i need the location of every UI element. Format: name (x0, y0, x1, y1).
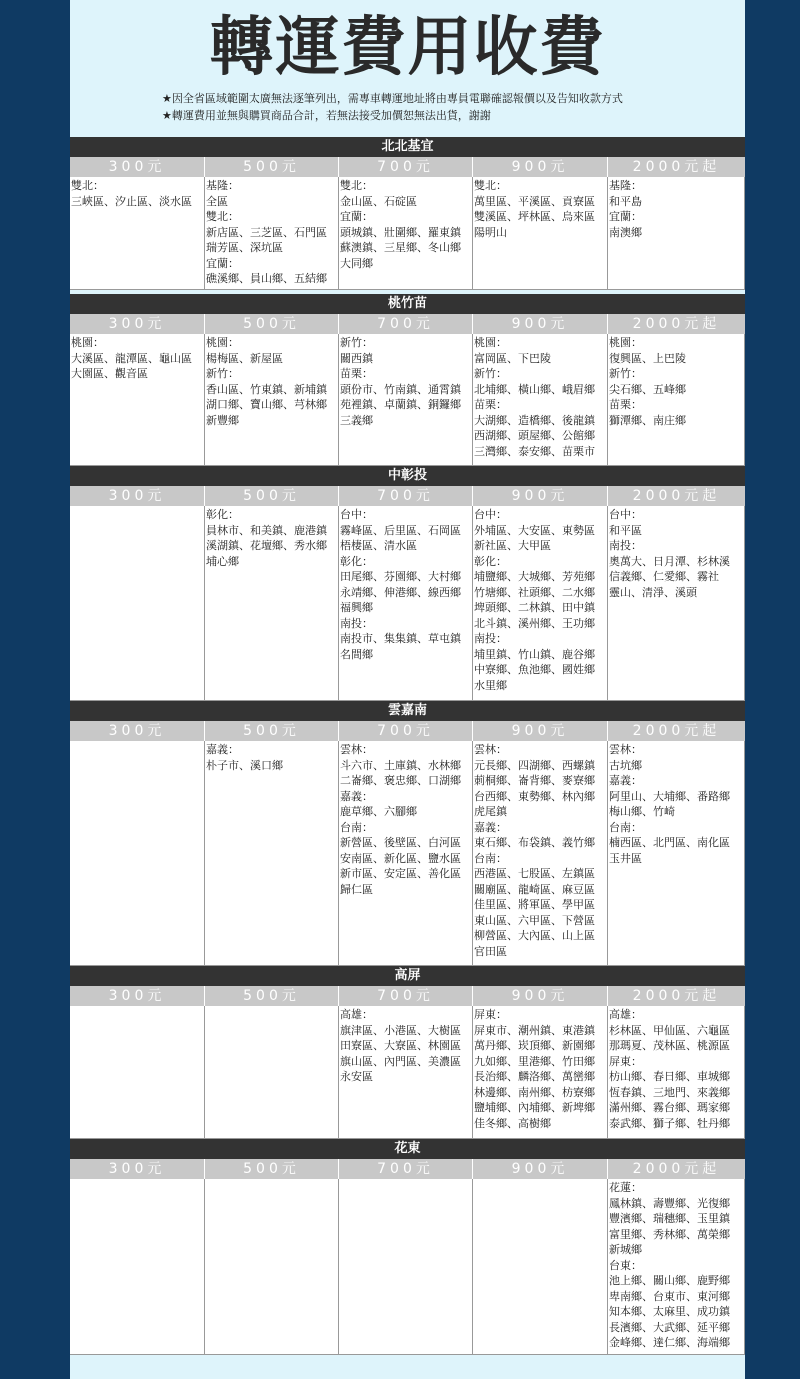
price-tier: 300元 (70, 157, 205, 177)
area-line: 高雄： (609, 1008, 642, 1021)
area-line: 旗津區、小港區、大樹區 (340, 1023, 461, 1037)
area-cell (608, 1179, 745, 1355)
area-line: 雙溪區、坪林區、烏來區 (474, 210, 595, 223)
price-header-row (70, 157, 745, 177)
area-line: 尖石鄉、五峰鄉 (609, 382, 686, 396)
area-line: 鹽埔鄉、內埔鄉、新埤鄉 (474, 1101, 595, 1114)
region-title: 中彰投 (70, 466, 745, 486)
area-line: 桃園： (609, 336, 642, 349)
area-line: 東石鄉、布袋鎮、義竹鄉 (474, 836, 595, 849)
area-line: 靈山、清淨、溪頭 (609, 585, 697, 599)
area-line: 朴子市、溪口鄉 (206, 758, 283, 772)
area-line: 嘉義： (474, 820, 507, 834)
price-tier: 700元 (339, 1159, 473, 1179)
price-tier: 300元 (70, 486, 205, 506)
area-line: 陽明山 (474, 225, 507, 239)
area-line: 彰化： (340, 554, 373, 568)
price-tier: 500元 (205, 986, 339, 1006)
region-title: 高屏 (70, 966, 745, 986)
area-cell (339, 1006, 473, 1139)
area-line: 台中： (340, 508, 373, 521)
area-line: 宜蘭： (609, 210, 642, 223)
area-line: 新店區、三芝區、石門區 (206, 225, 327, 239)
area-line: 香山區、竹東鎮、新埔鎮 (206, 382, 327, 396)
area-line: 南澳鄉 (609, 225, 642, 239)
area-line: 屏東： (609, 1054, 642, 1068)
price-tier: 900元 (473, 157, 608, 177)
area-line: 和平區 (609, 523, 642, 537)
area-line: 佳冬鄉、高樹鄉 (474, 1116, 551, 1130)
area-line: 三灣鄉、泰安鄉、苗栗市 (474, 444, 595, 458)
area-cell (339, 334, 473, 466)
region-section (70, 701, 745, 966)
area-line: 南投： (340, 616, 373, 630)
area-line: 枋山鄉、春日鄉、車城鄉 (609, 1070, 730, 1083)
price-tier: 2000元起 (632, 159, 721, 175)
area-line: 官田區 (474, 944, 507, 958)
area-line: 雙北： (474, 179, 507, 192)
area-line: 台東： (609, 1258, 642, 1272)
area-cell (473, 741, 608, 966)
area-cell (205, 334, 339, 466)
area-line: 獅潭鄉、南庄鄉 (609, 413, 686, 427)
area-line: 鹿草鄉、六腳鄉 (340, 805, 417, 818)
price-tier: 700元 (339, 314, 473, 334)
area-line: 湖口鄉、寶山鄉、芎林鄉 (206, 398, 327, 411)
price-header-row (70, 986, 745, 1006)
area-line: 萬里區、平溪區、貢寮區 (474, 194, 595, 208)
area-line: 台南： (474, 851, 507, 865)
area-line: 南投： (474, 632, 507, 645)
area-cell (608, 506, 745, 701)
area-line: 雲林： (340, 743, 373, 756)
area-line: 杉林區、甲仙區、六龜區 (609, 1023, 730, 1037)
area-cell (205, 1006, 339, 1139)
area-line: 外埔區、大安區、東勢區 (474, 523, 595, 537)
area-line: 台南： (340, 820, 373, 834)
area-line: 名間鄉 (340, 647, 373, 661)
area-line: 楠西區、北門區、南化區 (609, 836, 730, 849)
area-cell (473, 177, 608, 290)
area-line: 新營區、後壁區、白河區 (340, 836, 461, 849)
price-tier: 2000元起 (632, 723, 721, 739)
area-line: 雙北： (71, 179, 104, 192)
area-line: 金山區、石碇區 (340, 194, 417, 208)
area-line: 富里鄉、秀林鄉、萬榮鄉 (609, 1227, 730, 1241)
area-line: 元長鄉、四湖鄉、西螺鎮 (474, 758, 595, 772)
area-line: 彰化： (206, 508, 239, 521)
area-line: 東山區、六甲區、下營區 (474, 913, 595, 927)
area-line: 新市區、安定區、善化區 (340, 867, 461, 880)
area-line: 復興區、上巴陵 (609, 351, 686, 365)
price-tier: 500元 (205, 721, 339, 741)
price-header-row (70, 1159, 745, 1179)
area-line: 大湖鄉、造橋鄉、後龍鎮 (474, 413, 595, 427)
area-line: 桃園： (206, 336, 239, 349)
area-line: 宜蘭： (206, 256, 239, 270)
area-line: 西港區、七股區、左鎮區 (474, 867, 595, 880)
area-line: 長濱鄉、大武鄉、延平鄉 (609, 1320, 730, 1334)
area-cell (608, 741, 745, 966)
area-line: 新竹： (474, 367, 507, 380)
area-line: 高雄： (340, 1008, 373, 1021)
area-line: 田尾鄉、芬園鄉、大村鄉 (340, 570, 461, 583)
area-line: 阿里山、大埔鄉、番路鄉 (609, 789, 730, 803)
area-line: 埔鹽鄉、大城鄉、芳苑鄉 (474, 570, 595, 583)
area-line: 卑南鄉、台東市、東河鄉 (609, 1289, 730, 1303)
price-tier: 2000元起 (632, 316, 721, 332)
area-line: 雲林： (609, 743, 642, 756)
area-line: 瑞芳區、深坑區 (206, 241, 283, 254)
price-tier: 900元 (473, 721, 608, 741)
area-line: 歸仁區 (340, 882, 373, 896)
area-line: 斗六市、土庫鎮、水林鄉 (340, 758, 461, 772)
area-cell (339, 177, 473, 290)
price-tier: 700元 (339, 721, 473, 741)
area-line: 台中： (609, 508, 642, 521)
price-tier: 900元 (473, 486, 608, 506)
price-header-row (70, 721, 745, 741)
price-tier: 300元 (70, 314, 205, 334)
area-line: 玉井區 (609, 851, 642, 865)
area-line: 三峽區、汐止區、淡水區 (71, 194, 192, 208)
area-line: 全區 (206, 194, 228, 208)
area-line: 嘉義： (609, 774, 642, 787)
area-line: 水里鄉 (474, 678, 507, 692)
area-cell (70, 506, 205, 701)
area-line: 池上鄉、關山鄉、鹿野鄉 (609, 1274, 730, 1287)
area-line: 霧峰區、后里區、石岡區 (340, 523, 461, 537)
area-line: 豐濱鄉、瑞穗鄉、玉里鎮 (609, 1212, 730, 1225)
area-line: 頭城鎮、壯圍鄉、羅東鎮 (340, 225, 461, 239)
area-line: 新竹： (206, 367, 239, 380)
area-line: 雙北： (206, 210, 239, 223)
area-line: 信義鄉、仁愛鄉、霧社 (609, 570, 719, 583)
area-cell (608, 334, 745, 466)
area-cell (608, 177, 745, 290)
area-line: 員林市、和美鎮、鹿港鎮 (206, 523, 327, 537)
area-row (70, 741, 745, 966)
area-cell (70, 1006, 205, 1139)
area-line: 蘇澳鎮、三星鄉、冬山鄉 (340, 241, 461, 254)
area-line: 北斗鎮、溪州鄉、王功鄉 (474, 616, 595, 630)
area-line: 佳里區、將軍區、學甲區 (474, 898, 595, 911)
area-line: 鳳林鎮、壽豐鄉、光復鄉 (609, 1196, 730, 1210)
area-line: 金峰鄉、達仁鄉、海端鄉 (609, 1336, 730, 1349)
area-cell (70, 741, 205, 966)
area-line: 梧棲區、清水區 (340, 539, 417, 552)
area-line: 基隆： (609, 179, 642, 192)
region-section (70, 1139, 745, 1355)
region-section (70, 137, 745, 290)
area-line: 梅山鄉、竹崎 (609, 805, 675, 818)
note-1: ★因全省區域範圍太廣無法逐筆列出，需專車轉運地址將由專員電聯確認報價以及告知收款方式 (162, 92, 623, 105)
area-line: 富岡區、下巴陵 (474, 351, 551, 365)
area-cell (473, 1006, 608, 1139)
area-line: 屏東： (474, 1008, 507, 1021)
area-line: 嘉義： (206, 743, 239, 756)
area-line: 大同鄉 (340, 256, 373, 270)
area-line: 新社區、大甲區 (474, 539, 551, 552)
area-row (70, 334, 745, 466)
area-line: 基隆： (206, 179, 239, 192)
price-tier: 2000元起 (632, 488, 721, 504)
area-line: 台西鄉、東勢鄉、林內鄉 (474, 789, 595, 803)
area-row (70, 177, 745, 290)
area-line: 永安區 (340, 1070, 373, 1083)
area-line: 關西鎮 (340, 351, 373, 365)
area-row (70, 1006, 745, 1139)
region-title: 北北基宜 (70, 137, 745, 157)
region-section (70, 966, 745, 1139)
area-line: 大園區、觀音區 (71, 367, 148, 380)
area-line: 竹塘鄉、社頭鄉、二水鄉 (474, 585, 595, 599)
price-header-row (70, 486, 745, 506)
price-tier: 900元 (473, 986, 608, 1006)
area-line: 新竹： (609, 367, 642, 380)
area-line: 福興鄉 (340, 601, 373, 614)
price-tier: 500元 (205, 157, 339, 177)
price-tier: 500元 (205, 1159, 339, 1179)
area-line: 關廟區、龍崎區、麻豆區 (474, 882, 595, 896)
price-tier: 900元 (473, 314, 608, 334)
area-cell (608, 1006, 745, 1139)
area-line: 苑裡鎮、卓蘭鎮、銅鑼鄉 (340, 398, 461, 411)
area-line: 新豐鄉 (206, 413, 239, 427)
area-line: 古坑鄉 (609, 758, 642, 772)
area-line: 嘉義： (340, 789, 373, 803)
price-tier: 500元 (205, 314, 339, 334)
area-line: 那瑪夏、茂林區、桃源區 (609, 1039, 730, 1052)
note-2: ★轉運費用並無與購買商品合計，若無法接受加價恕無法出貨，謝謝 (162, 109, 491, 122)
area-line: 屏東市、潮州鎮、東港鎮 (474, 1023, 595, 1037)
area-line: 苗栗： (609, 398, 642, 411)
area-line: 礁溪鄉、員山鄉、五結鄉 (206, 272, 327, 285)
area-line: 莿桐鄉、崙背鄉、麥寮鄉 (474, 774, 595, 787)
area-line: 中寮鄉、魚池鄉、國姓鄉 (474, 663, 595, 676)
area-cell (473, 506, 608, 701)
area-line: 柳營區、大內區、山上區 (474, 929, 595, 942)
price-tier: 500元 (205, 486, 339, 506)
price-tier: 300元 (70, 986, 205, 1006)
area-line: 大溪區、龍潭區、龜山區 (71, 351, 192, 365)
area-line: 奧萬大、日月潭、杉林溪 (609, 554, 730, 568)
region-section (70, 466, 745, 701)
area-line: 彰化： (474, 554, 507, 568)
area-line: 泰武鄉、獅子鄉、牡丹鄉 (609, 1116, 730, 1130)
area-line: 知本鄉、太麻里、成功鎮 (609, 1305, 730, 1318)
notes (162, 90, 623, 124)
area-cell (473, 1179, 608, 1355)
area-line: 埔心鄉 (206, 554, 239, 568)
price-tier: 700元 (339, 486, 473, 506)
area-line: 雲林： (474, 743, 507, 756)
area-line: 苗栗： (474, 398, 507, 411)
page (70, 0, 745, 1379)
area-line: 和平島 (609, 194, 642, 208)
area-line: 北埔鄉、橫山鄉、峨眉鄉 (474, 382, 595, 396)
area-line: 南投市、集集鎮、草屯鎮 (340, 632, 461, 645)
area-line: 台中： (474, 508, 507, 521)
price-tier: 900元 (473, 1159, 608, 1179)
area-cell (70, 1179, 205, 1355)
area-cell (205, 506, 339, 701)
area-line: 安南區、新化區、鹽水區 (340, 851, 461, 865)
price-tier: 700元 (339, 986, 473, 1006)
area-line: 新城鄉 (609, 1243, 642, 1256)
area-cell (339, 741, 473, 966)
area-line: 田寮區、大寮區、林園區 (340, 1039, 461, 1052)
area-row (70, 506, 745, 701)
price-tier: 700元 (339, 157, 473, 177)
area-cell (205, 741, 339, 966)
area-line: 新竹： (340, 336, 373, 349)
region-title: 花東 (70, 1139, 745, 1159)
price-tier: 300元 (70, 721, 205, 741)
region-title: 桃竹苗 (70, 294, 745, 314)
area-line: 頭份市、竹南鎮、通霄鎮 (340, 382, 461, 396)
area-line: 滿州鄉、霧台鄉、瑪家鄉 (609, 1101, 730, 1114)
area-line: 桃園： (474, 336, 507, 349)
area-line: 埔里鎮、竹山鎮、鹿谷鄉 (474, 647, 595, 661)
region-section (70, 294, 745, 466)
area-line: 楊梅區、新屋區 (206, 351, 283, 365)
area-line: 苗栗： (340, 367, 373, 380)
area-line: 虎尾鎮 (474, 805, 507, 818)
area-line: 台南： (609, 820, 642, 834)
area-line: 永靖鄉、伸港鄉、線西鄉 (340, 585, 461, 599)
price-tier: 2000元起 (632, 988, 721, 1004)
area-line: 旗山區、內門區、美濃區 (340, 1054, 461, 1068)
area-line: 恆春鎮、三地門、來義鄉 (609, 1085, 730, 1099)
area-line: 埤頭鄉、二林鎮、田中鎮 (474, 601, 595, 614)
area-cell (473, 334, 608, 466)
area-line: 三義鄉 (340, 413, 373, 427)
area-line: 宜蘭： (340, 210, 373, 223)
area-line: 萬丹鄉、崁頂鄉、新園鄉 (474, 1039, 595, 1052)
area-line: 花蓮： (609, 1181, 642, 1194)
area-row (70, 1179, 745, 1355)
area-line: 西湖鄉、頭屋鄉、公館鄉 (474, 429, 595, 442)
area-line: 林邊鄉、南州鄉、枋寮鄉 (474, 1085, 595, 1099)
area-line: 九如鄉、里港鄉、竹田鄉 (474, 1054, 595, 1068)
area-cell (70, 334, 205, 466)
page-title: 轉運費用收費 (209, 11, 606, 85)
price-tier: 300元 (70, 1159, 205, 1179)
area-cell (339, 506, 473, 701)
price-header-row (70, 314, 745, 334)
area-line: 二崙鄉、褒忠鄉、口湖鄉 (340, 774, 461, 787)
area-cell (70, 177, 205, 290)
area-cell (205, 1179, 339, 1355)
price-tier: 2000元起 (632, 1161, 721, 1177)
area-cell (205, 177, 339, 290)
region-title: 雲嘉南 (70, 701, 745, 721)
area-line: 桃園： (71, 336, 104, 349)
area-line: 雙北： (340, 179, 373, 192)
area-cell (339, 1179, 473, 1355)
area-line: 南投： (609, 539, 642, 552)
area-line: 長治鄉、麟洛鄉、萬巒鄉 (474, 1070, 595, 1083)
area-line: 溪湖鎮、花壇鄉、秀水鄉 (206, 539, 327, 552)
